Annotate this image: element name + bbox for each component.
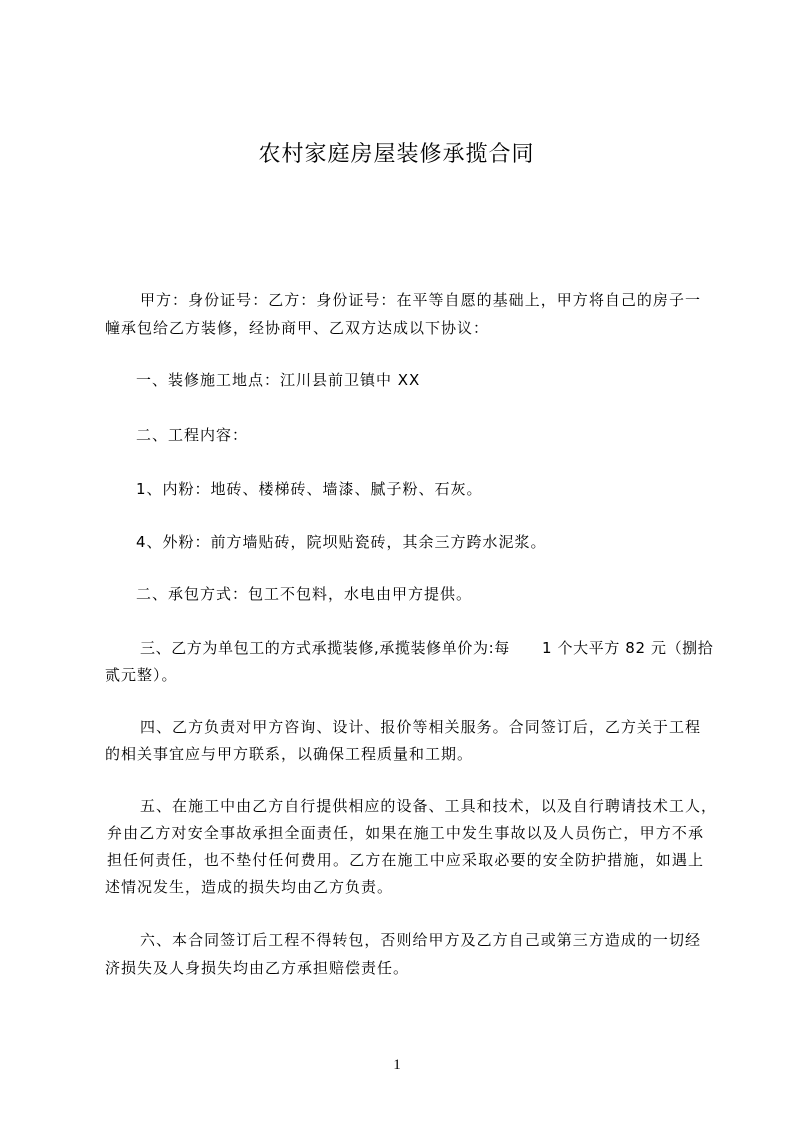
paragraph-line: 4、外粉：前方墙贴砖，院坝贴瓷砖，其余三方跨水泥浆。 xyxy=(136,533,547,551)
paragraph-line: 幢承包给乙方装修，经协商甲、乙双方达成以下协议： xyxy=(105,319,490,337)
document-title: 农村家庭房屋装修承揽合同 xyxy=(258,142,535,167)
page-number: 1 xyxy=(393,1057,401,1073)
paragraph-line: 四、乙方负责对甲方咨询、设计、报价等相关服务。合同签订后，乙方关于工程 xyxy=(140,718,700,736)
paragraph-line: 甲方：身份证号：乙方：身份证号：在平等自愿的基础上，甲方将自己的房子一 xyxy=(140,291,700,309)
paragraph-line: 贰元整）。 xyxy=(105,666,178,684)
paragraph-line: 担任何责任，也不垫付任何费用。乙方在施工中应采取必要的安全防护措施，如遇上 xyxy=(107,851,703,869)
paragraph-line: 二、承包方式：包工不包料，水电由甲方提供。 xyxy=(136,585,473,603)
paragraph-line: 的相关事宜应与甲方联系，以确保工程质量和工期。 xyxy=(105,745,474,763)
paragraph-line: 六、本合同签订后工程不得转包，否则给甲方及乙方自己或第三方造成的一切经 xyxy=(140,931,700,949)
paragraph-line: 弁由乙方对安全事故承担全面责任，如果在施工中发生事故以及人员伤亡，甲方不承 xyxy=(107,824,703,842)
paragraph-line: 一、装修施工地点：江川县前卫镇中 XX xyxy=(136,371,421,389)
paragraph-line: 三、乙方为单包工的方式承揽装修,承揽装修单价为:每 1 个大平方 82 元（捌拾 xyxy=(140,639,714,657)
paragraph-line: 二、工程内容： xyxy=(136,426,249,444)
paragraph-line: 1、内粉：地砖、楼梯砖、墙漆、腻子粉、石灰。 xyxy=(136,480,483,498)
paragraph-line: 五、在施工中由乙方自行提供相应的设备、工具和技术，以及自行聘请技术工人， xyxy=(140,797,716,815)
paragraph-line: 济损失及人身损失均由乙方承担赔偿责任。 xyxy=(105,959,410,977)
paragraph-line: 述情况发生，造成的损失均由乙方负责。 xyxy=(105,878,394,896)
